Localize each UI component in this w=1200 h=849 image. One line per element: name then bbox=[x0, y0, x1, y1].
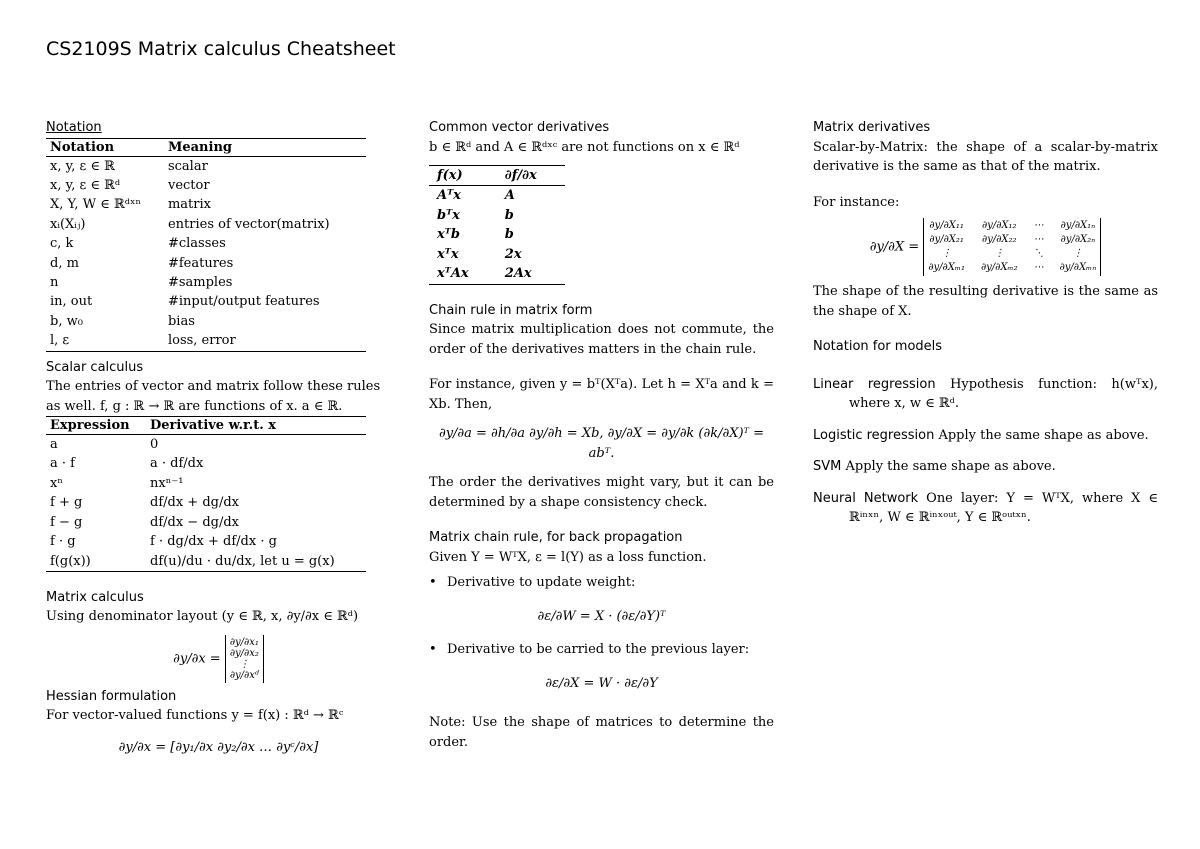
vecderiv-row-cell: xᵀAx bbox=[429, 264, 497, 284]
scalar-row-cell: a bbox=[50, 437, 58, 453]
scalar-row-cell: df/dx + dg/dx bbox=[150, 495, 240, 511]
model-text: Apply the same shape as above. bbox=[845, 459, 1056, 474]
vecderiv-row-cell: 2Ax bbox=[497, 264, 565, 284]
vecderiv-row-cell: xᵀb bbox=[437, 227, 460, 242]
vecderiv-row-cell: b bbox=[504, 207, 514, 223]
scalar-row-cell: df(u)/du · du/dx, let u = g(x) bbox=[146, 552, 366, 572]
notation-row-cell: c, k bbox=[50, 236, 74, 252]
hessian-equation: ∂y/∂x = [∂y₁/∂x ∂y₂/∂x … ∂yᶜ/∂x] bbox=[118, 739, 319, 755]
hessian-intro: For vector-valued functions y = f(x) : ℝᵈ → ℝᶜ bbox=[46, 708, 344, 724]
vecderiv-row-cell: xᵀx bbox=[437, 246, 459, 262]
notation-row-cell: #samples bbox=[167, 274, 233, 290]
chain-p2: For instance, given y = bᵀ(Xᵀa). Let h = Xᵀa and k = Xb. Then, bbox=[429, 377, 774, 412]
notation-row-cell: entries of vector(matrix) bbox=[167, 216, 330, 232]
matcalc-equation bbox=[46, 635, 391, 683]
notation-row bbox=[46, 292, 366, 311]
vecderiv-row bbox=[429, 206, 565, 226]
notation-row-cell: #features bbox=[167, 255, 234, 271]
scalar-row bbox=[46, 532, 366, 551]
vecderiv-row-cell: bᵀx bbox=[437, 207, 460, 223]
matcalc-entry: ∂y/∂x₂ bbox=[229, 647, 259, 659]
vecderiv-row bbox=[429, 225, 565, 245]
notation-row bbox=[46, 331, 366, 351]
notation-row-cell: in, out bbox=[50, 294, 93, 310]
model-item bbox=[813, 457, 1158, 477]
notation-header-0: Notation bbox=[46, 138, 164, 156]
matderiv-cell: ⋯ bbox=[1033, 220, 1044, 231]
scalar-row bbox=[46, 435, 366, 455]
notation-row-cell: #classes bbox=[167, 236, 226, 252]
vecderiv-row-cell: 2x bbox=[504, 246, 522, 262]
scalar-row bbox=[46, 513, 366, 532]
backprop-note: Note: Use the shape of matrices to determine the order. bbox=[429, 715, 774, 750]
matderiv-p2: For instance: bbox=[813, 194, 900, 210]
vecderiv-row bbox=[429, 186, 565, 206]
models-list bbox=[813, 375, 1158, 528]
matderiv-cell: ⋮ bbox=[994, 248, 1005, 259]
scalar-header-0: Expression bbox=[46, 417, 146, 435]
backprop-bullet-1: • Derivative to update weight: bbox=[429, 573, 774, 593]
scalar-row bbox=[46, 454, 366, 473]
matderiv-cell: ∂y/∂X₁₂ bbox=[982, 220, 1017, 231]
notation-row-cell: #input/output features bbox=[167, 294, 320, 310]
page-title: CS2109S Matrix calculus Cheatsheet bbox=[46, 38, 396, 60]
backprop-eq-1: ∂ε/∂W = X · (∂ε/∂Y)ᵀ bbox=[537, 608, 666, 624]
matcalc-vector bbox=[225, 635, 264, 683]
matderiv-cell: ∂y/∂Xₘ₁ bbox=[928, 262, 965, 273]
notation-table bbox=[46, 138, 366, 352]
vecderiv-row-cell: A bbox=[504, 188, 515, 203]
scalar-row-cell: f(g(x)) bbox=[46, 552, 146, 572]
scalar-row-cell: a · df/dx bbox=[150, 456, 204, 472]
vecderiv-header-0: f(x) bbox=[429, 166, 497, 186]
column-1 bbox=[46, 118, 391, 767]
notation-row-cell: n bbox=[50, 274, 59, 290]
notation-row-cell: xᵢ(Xᵢⱼ) bbox=[50, 216, 86, 232]
backprop-bullet-2: • Derivative to be carried to the previous layer: bbox=[429, 640, 774, 660]
matderiv-cell: ∂y/∂X₂₁ bbox=[929, 234, 964, 245]
scalar-row bbox=[46, 474, 366, 493]
vecderiv-row-cell: b bbox=[504, 227, 514, 242]
notation-row bbox=[46, 176, 366, 195]
vecderiv-header-1: ∂f/∂x bbox=[497, 166, 565, 186]
vecderiv-heading: Common vector derivatives bbox=[429, 120, 610, 135]
chain-p3: The order the derivatives might vary, but it can be determined by a shape consistency check. bbox=[429, 475, 774, 510]
scalar-header-1: Derivative w.r.t. x bbox=[146, 417, 366, 435]
scalar-table bbox=[46, 416, 366, 572]
matcalc-lhs: ∂y/∂x = bbox=[173, 651, 221, 667]
chain-equation: ∂y/∂a = ∂h/∂a ∂y/∂h = Xb, ∂y/∂X = ∂y/∂k (∂k/∂X)ᵀ = abᵀ. bbox=[438, 426, 765, 461]
column-2 bbox=[429, 118, 774, 752]
scalar-row-cell: f − g bbox=[50, 514, 83, 530]
notation-row-cell: d, m bbox=[50, 255, 79, 271]
matderiv-cell: ∂y/∂Xₘ₂ bbox=[980, 262, 1018, 273]
matderiv-cell: ⋮ bbox=[1072, 248, 1083, 259]
backprop-intro: Given Y = WᵀX, ε = l(Y) as a loss function. bbox=[429, 549, 707, 565]
scalar-row-cell: a · f bbox=[50, 456, 75, 472]
notation-row-cell: scalar bbox=[167, 158, 208, 174]
model-name: Neural Network bbox=[813, 490, 919, 506]
hessian-heading: Hessian formulation bbox=[46, 688, 177, 704]
notation-row-cell: x, y, ε ∈ ℝᵈ bbox=[50, 177, 121, 193]
model-item bbox=[813, 375, 1158, 414]
matcalc-intro: Using denominator layout (y ∈ ℝ, x, ∂y/∂x ∈ ℝᵈ) bbox=[46, 609, 359, 625]
model-item bbox=[813, 489, 1158, 528]
model-text: One layer: Y = WᵀX, where X ∈ ℝⁱⁿˣⁿ, W ∈ ℝⁱⁿˣᵒᵘᵗ, Y ∈ ℝᵒᵘᵗˣⁿ. bbox=[849, 490, 1158, 525]
vecderiv-table bbox=[429, 165, 565, 285]
notation-row bbox=[46, 273, 366, 292]
matderiv-heading: Matrix derivatives bbox=[813, 120, 931, 135]
matcalc-entry: ⋮ bbox=[239, 658, 250, 670]
notation-row-cell: vector bbox=[167, 177, 210, 193]
notation-row bbox=[46, 156, 366, 176]
notation-row bbox=[46, 195, 366, 214]
model-text: Apply the same shape as above. bbox=[938, 427, 1149, 443]
backprop-heading: Matrix chain rule, for back propagation bbox=[429, 530, 683, 545]
vecderiv-row-cell: Aᵀx bbox=[437, 188, 461, 203]
notation-row-cell: matrix bbox=[167, 197, 211, 213]
matderiv-cell: ∂y/∂X₂₂ bbox=[982, 234, 1017, 245]
notation-header-1: Meaning bbox=[164, 138, 366, 156]
models-heading: Notation for models bbox=[813, 339, 943, 354]
notation-row-cell: X, Y, W ∈ ℝᵈˣⁿ bbox=[50, 197, 142, 213]
scalar-row bbox=[46, 493, 366, 512]
matcalc-heading: Matrix calculus bbox=[46, 589, 144, 605]
scalar-row-cell: xⁿ bbox=[50, 475, 63, 491]
notation-row-cell: b, w₀ bbox=[50, 313, 83, 329]
matderiv-cell: ⋯ bbox=[1033, 234, 1044, 245]
notation-row-cell: bias bbox=[167, 313, 195, 329]
matderiv-cell: ∂y/∂X₁₁ bbox=[929, 220, 964, 231]
matderiv-cell: ⋮ bbox=[941, 248, 952, 259]
vecderiv-row bbox=[429, 245, 565, 265]
chain-p1: Since matrix multiplication does not commute, the order of the derivatives matters in the chain rule. bbox=[429, 322, 774, 357]
matderiv-cell: ∂y/∂X₂ₙ bbox=[1060, 234, 1096, 245]
notation-row bbox=[46, 215, 366, 234]
matderiv-lhs: ∂y/∂X = bbox=[869, 239, 920, 255]
scalar-row-cell: nxⁿ⁻¹ bbox=[150, 475, 184, 491]
column-3 bbox=[813, 118, 1158, 540]
scalar-row-cell: 0 bbox=[150, 437, 159, 453]
vecderiv-intro: b ∈ ℝᵈ and A ∈ ℝᵈˣᶜ are not functions on x ∈ ℝᵈ bbox=[429, 139, 740, 155]
notation-row bbox=[46, 234, 366, 253]
model-name: SVM bbox=[813, 459, 842, 474]
matderiv-p3: The shape of the resulting derivative is the same as the shape of X. bbox=[813, 284, 1158, 319]
scalar-row-cell: f + g bbox=[50, 495, 83, 511]
matderiv-cell: ∂y/∂Xₘₙ bbox=[1059, 262, 1097, 273]
vecderiv-row bbox=[429, 264, 565, 284]
notation-row-cell: loss, error bbox=[164, 331, 366, 351]
matcalc-entry: ∂y/∂xᵈ bbox=[229, 669, 259, 681]
matcalc-entry: ∂y/∂x₁ bbox=[229, 636, 259, 648]
scalar-intro: The entries of vector and matrix follow these rules as well. f, g : ℝ → ℝ are functions of x. a ∈ ℝ. bbox=[46, 379, 381, 414]
matderiv-cell: ∂y/∂X₁ₙ bbox=[1060, 220, 1096, 231]
notation-row bbox=[46, 254, 366, 273]
matderiv-p1: Scalar-by-Matrix: the shape of a scalar-by-matrix derivative is the same as that of the matrix. bbox=[813, 139, 1158, 174]
matderiv-grid bbox=[928, 220, 1096, 274]
matderiv-equation bbox=[813, 218, 1158, 276]
matderiv-cell: ⋯ bbox=[1033, 262, 1044, 273]
model-name: Linear regression bbox=[813, 376, 936, 392]
matderiv-cell: ⋱ bbox=[1033, 248, 1044, 259]
scalar-row-cell: f · g bbox=[50, 534, 76, 550]
scalar-heading: Scalar calculus bbox=[46, 359, 144, 375]
scalar-row bbox=[46, 552, 366, 572]
notation-row-cell: x, y, ε ∈ ℝ bbox=[50, 158, 115, 174]
notation-heading: Notation bbox=[46, 120, 102, 135]
scalar-row-cell: df/dx − dg/dx bbox=[150, 514, 240, 530]
scalar-row-cell: f · dg/dx + df/dx · g bbox=[150, 534, 277, 550]
notation-row-cell: l, ε bbox=[46, 331, 164, 351]
matderiv-matrix bbox=[923, 218, 1101, 276]
model-name: Logistic regression bbox=[813, 427, 935, 443]
notation-row bbox=[46, 312, 366, 331]
chain-heading: Chain rule in matrix form bbox=[429, 302, 593, 318]
backprop-eq-2: ∂ε/∂X = W · ∂ε/∂Y bbox=[545, 675, 658, 691]
model-item bbox=[813, 426, 1158, 446]
model-text: Hypothesis function: h(wᵀx), where x, w ∈ ℝᵈ. bbox=[849, 376, 1158, 411]
